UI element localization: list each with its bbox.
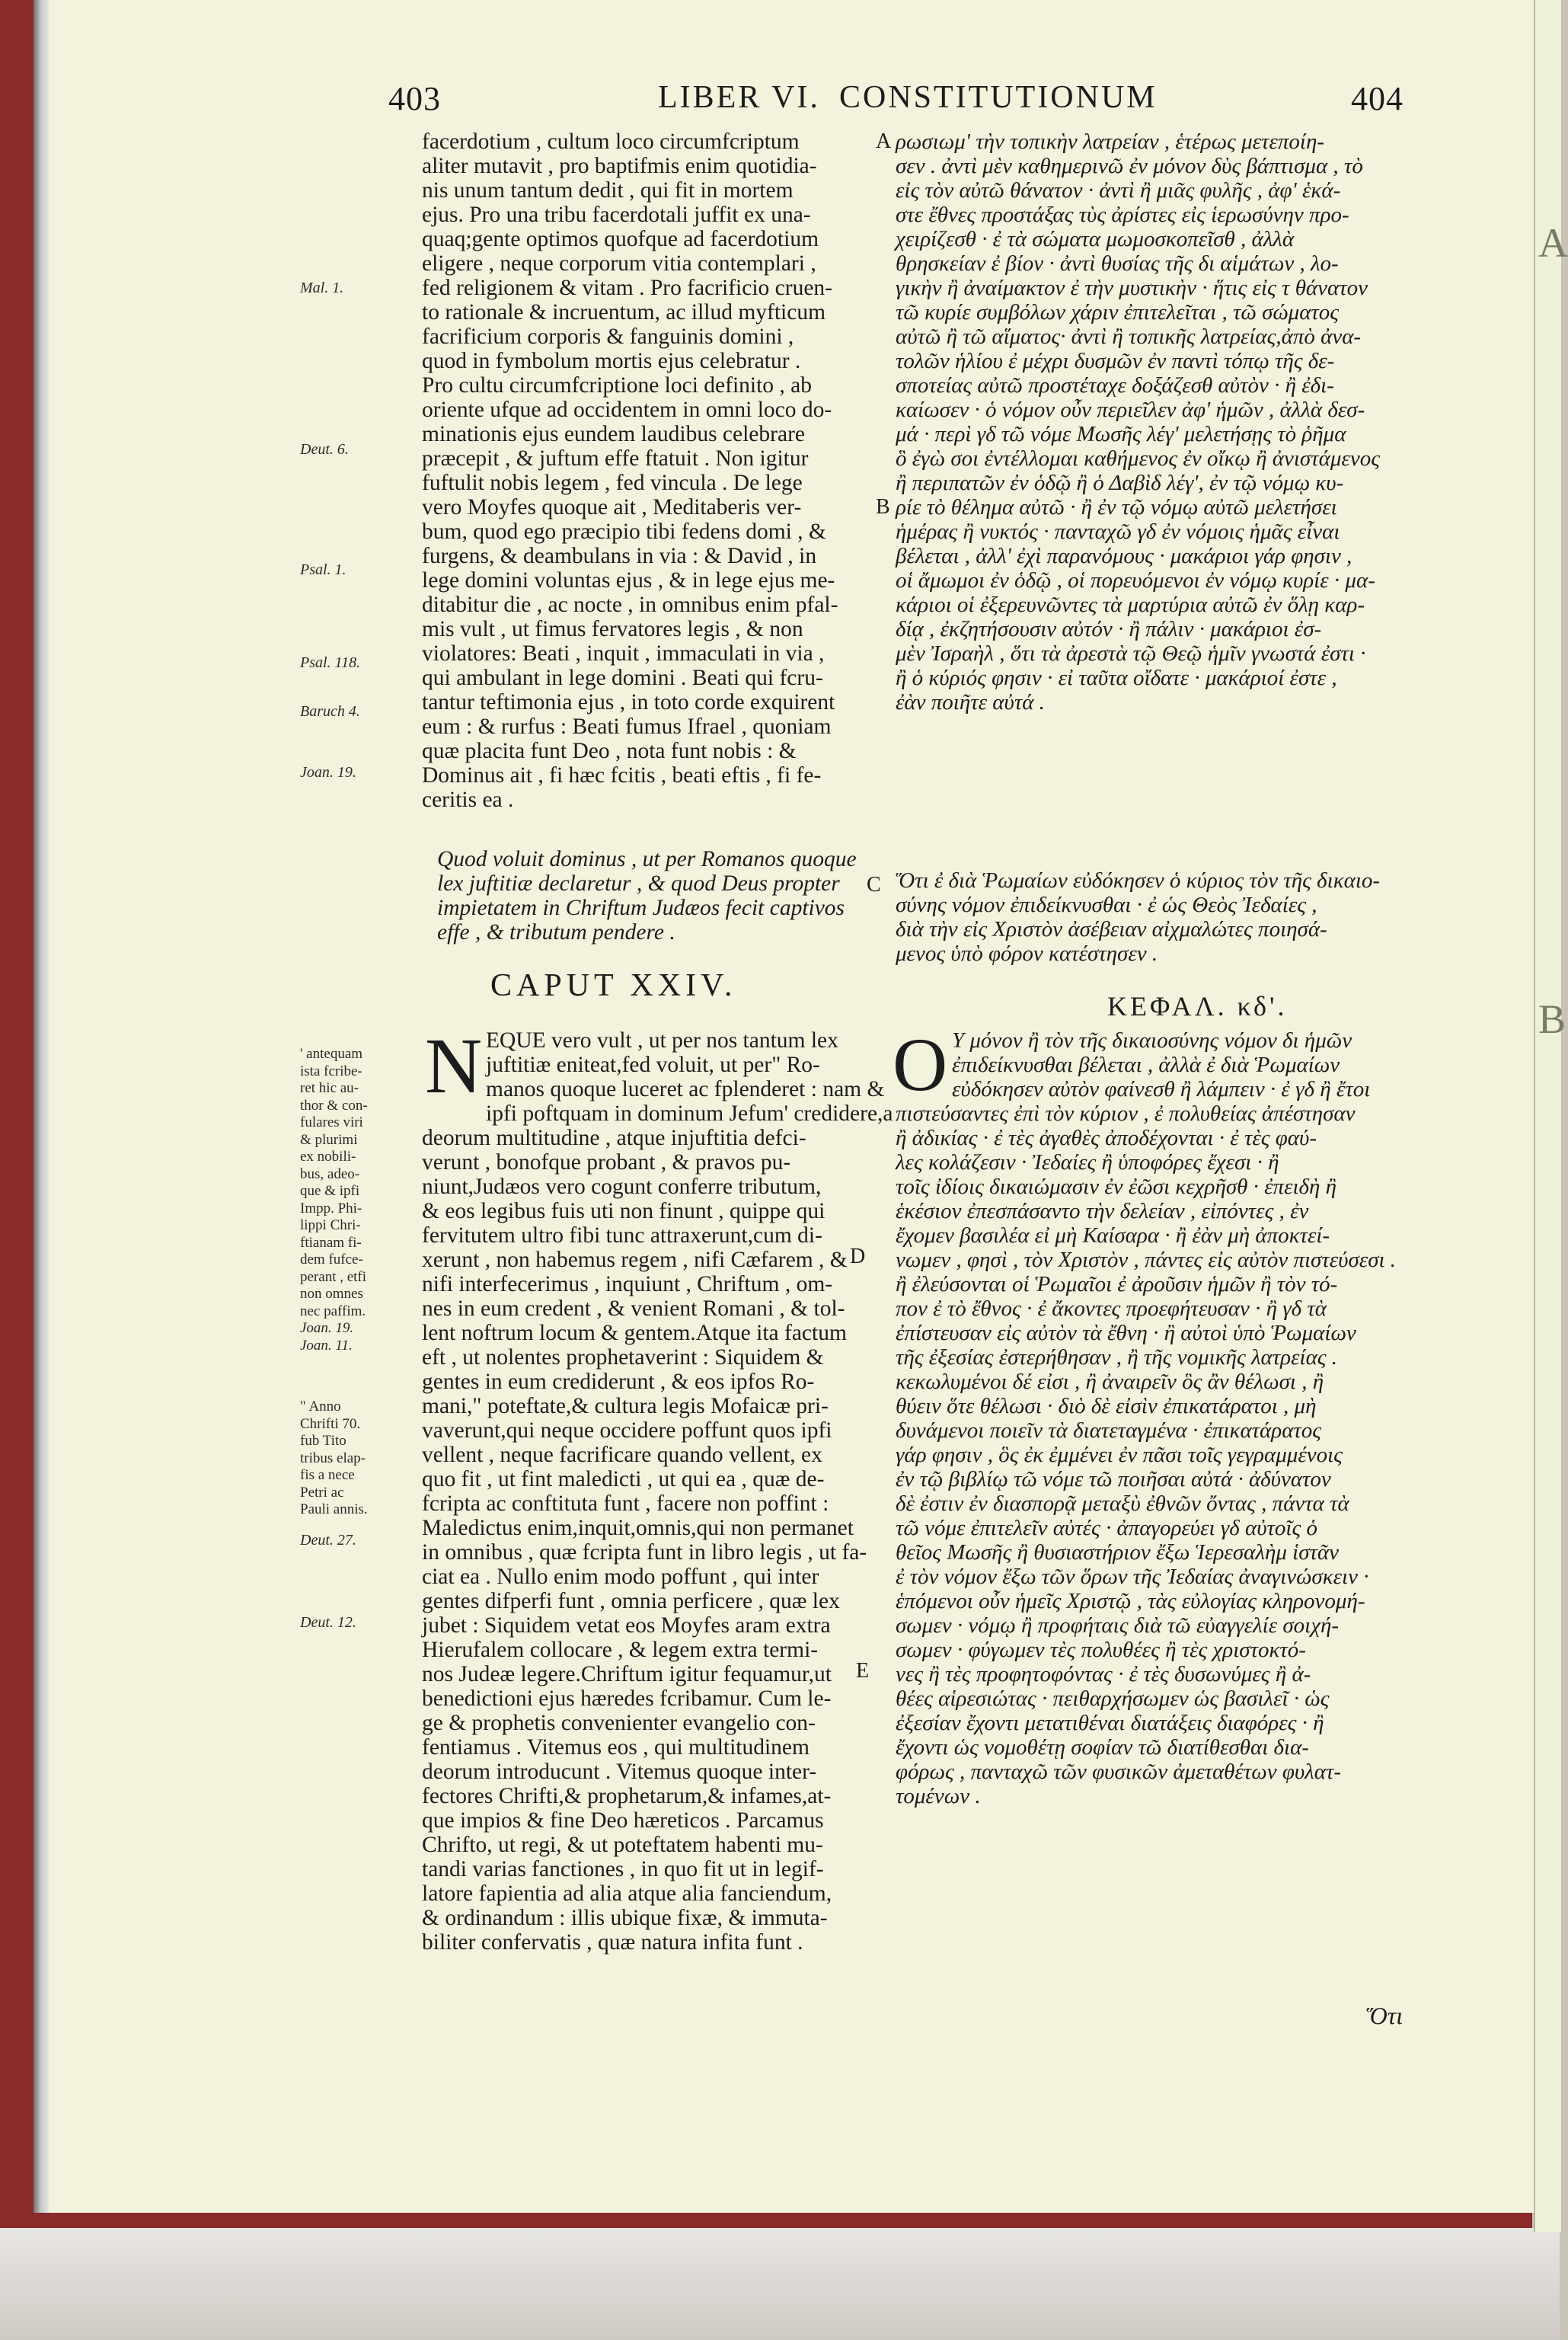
latin-text-line: Maledictus enim,inquit,omnis,qui non permanet (422, 1516, 854, 1540)
margin-reference: Joan. 19. (300, 764, 356, 781)
greek-text-line: σεν . ἀντὶ μὲν καθημερινῶ ἐν μόνον δὺς βάπτισμα , τὸ (896, 154, 1363, 178)
latin-text-line: quo fit , ut fint maledicti , ut qui ea , quæ de- (422, 1467, 825, 1491)
latin-text-line: mis vult , ut fimus fervatores legis , & non (422, 617, 803, 641)
greek-text-line: ἢ περιπατῶν ἐν ὁδῷ ἢ ὁ Δαβὶδ λέγ', ἐν τῷ νόμῳ κυ- (896, 471, 1344, 495)
book-page (49, 0, 1534, 2213)
greek-text-line: θύειν ὅτε θέλωσι · διὸ δὲ εἰσὶν ἐπικατάρατοι , μὴ (896, 1394, 1317, 1418)
section-letter-d: D (850, 1245, 866, 1268)
latin-chapter-opening (486, 1028, 893, 1126)
latin-text-line: quod in fymbolum mortis ejus celebratur . (422, 349, 801, 373)
latin-text-line: vellent , neque facrificare quando vellent, ex (422, 1443, 822, 1467)
greek-text-line: τομένων . (896, 1784, 981, 1808)
latin-text-line: eum : & rurfus : Beati fumus Ifrael , quoniam (422, 714, 832, 739)
greek-text-line: ἑπόμενοι οὖν ἡμεῖς Χριστῷ , τὰς εὐλογίας κληρονομή- (896, 1589, 1365, 1613)
side-note-line: fis a nece (300, 1467, 355, 1483)
latin-text-line: facrificium corporis & fanguinis domini , (422, 324, 794, 349)
latin-text-line: Hierufalem collocare , & legem extra termi- (422, 1638, 819, 1662)
side-note-line: ret hic au- (300, 1080, 359, 1096)
latin-text-line: fectores Chrifti,& prophetarum,& infames,at- (422, 1784, 832, 1808)
running-title-left: LIBER VI. (658, 80, 820, 115)
latin-text-line: nes in eum credent , & venient Romani , & tol- (422, 1296, 845, 1321)
greek-text-line: πιστεύσαντες ἐπὶ τὸν κύριον , ἐ πολυθείας ἀπέστησαν (896, 1101, 1356, 1126)
latin-text-line: EQUE vero vult , ut per nos tantum lex (486, 1028, 838, 1053)
margin-reference: Psal. 1. (300, 561, 346, 578)
greek-text-line: καίωσεν · ὁ νόμον οὖν περιεῖλεν ἀφ' ἡμῶν , ἀλλὰ δεσ- (896, 398, 1365, 422)
latin-summary-line: lex juftitiæ declaretur , & quod Deus propter (437, 871, 840, 896)
latin-text-line: deorum introducunt . Vitemus quoque inter- (422, 1760, 817, 1784)
latin-text-line: furgens, & deambulans in via : & David , in (422, 544, 817, 568)
side-note-line: " Anno (300, 1399, 341, 1415)
side-note-line: & plurimi (300, 1131, 358, 1148)
dropcap-greek: Ο (893, 1022, 948, 1107)
section-letter-a: A (876, 129, 892, 153)
greek-text-line: θρησκείαν ἐ βίον · ἀντὶ θυσίας τῆς δι αἱμάτων , λο- (896, 251, 1339, 276)
side-note-line: ' antequam (300, 1046, 363, 1062)
greek-text-line: ἐπιδείκνυσθαι βέλεται , ἀλλὰ ἐ διὰ Ῥωμαίων (952, 1053, 1340, 1077)
side-note-line: Pauli annis. (300, 1501, 368, 1517)
greek-text-line: μά · περὶ γδ τῶ νόμε Μωσῆς λέγ' μελετήσῃς τὸ ῥῆμα (896, 422, 1346, 446)
latin-text-line: jubet : Siquidem vetat eos Moyfes aram extra (422, 1613, 831, 1638)
latin-text-line: quaq;gente optimos quofque ad facerdotium (422, 227, 819, 251)
page-number-right: 404 (1351, 80, 1404, 117)
greek-column (896, 129, 1459, 714)
greek-chapter-summary (896, 868, 1459, 966)
side-note-antequam (300, 1046, 413, 1354)
latin-text-line: juftitiæ eniteat,fed voluit, ut per" Ro- (486, 1053, 820, 1077)
latin-text-line: latore fapientia ad alia atque alia fanciendum, (422, 1881, 832, 1906)
greek-text-line: ρωσιωμ' τὴν τοπικὴν λατρείαν , ἑτέρως μετεποίη- (896, 129, 1324, 154)
greek-text-line: χειρίζεσθ · ἐ τὰ σώματα μωμοσκοπεῖσθ , ἀλλὰ (896, 227, 1295, 251)
latin-text-line: mani," poteftate,& cultura legis Mofaicæ pri- (422, 1394, 829, 1418)
chapter-title-latin: CAPUT XXIV. (490, 968, 737, 1003)
latin-text-line: qui ambulant in lege domini . Beati qui fcru- (422, 666, 823, 690)
book-cover-spine (0, 0, 34, 2340)
greek-text-line: βέλεται , ἀλλ' ἐχὶ παρανόμους · μακάριοι γάρ φησιν , (896, 544, 1352, 568)
greek-text-line: κάριοι οἱ ἐξερευνῶντες τὰ μαρτύρια αὐτῶ ἐν ὅλῃ καρ- (896, 593, 1365, 617)
greek-text-line: ἑκέσιον ἐπεσπάσαντο τὴν δελείαν , εἰπόντες , ἐν (896, 1199, 1309, 1223)
margin-reference: Baruch 4. (300, 703, 360, 720)
greek-text-line: θεῖος Μωσῆς ἢ θυσιαστήριον ἔξω Ἱερεσαλὴμ ἱστᾶν (896, 1540, 1339, 1565)
side-note-line: Joan. 11. (300, 1337, 353, 1354)
margin-reference: Psal. 118. (300, 654, 361, 671)
side-note-line: lippi Chri- (300, 1217, 361, 1233)
latin-text-line: gentes difperfi funt , omnia perficere , quæ lex (422, 1589, 840, 1613)
greek-summary-line: σύνης νόμον ἐπιδείκνυσθαι · ἐ ὡς Θεὸς Ἰεδαίες , (896, 893, 1317, 917)
latin-text-line: Pro cultu circumfcriptione loci definito , ab (422, 373, 813, 398)
greek-text-line: λες κολάζεσιν · Ἰεδαίες ἢ ὑποφόρες ἔχεσι · ἢ (896, 1150, 1279, 1175)
greek-text-line: τολῶν ἡλίου ἐ μέχρι δυσμῶν ἐν παντὶ τόπῳ τῆς δε- (896, 349, 1335, 373)
side-note-line: Impp. Phi- (300, 1200, 362, 1216)
latin-text-line: biliter confervatis , quæ natura infita funt . (422, 1930, 803, 1955)
side-note-line: tribus elap- (300, 1450, 366, 1466)
greek-text-line: νωμεν , φησὶ , τὸν Χριστὸν , πάντες εἰς αὐτὸν πιστεύσεσι . (896, 1248, 1397, 1272)
section-letter-c: C (867, 873, 881, 897)
latin-text-line: nifi interfecerimus , inquiunt , Chriftum , om- (422, 1272, 833, 1296)
greek-text-line: ἐπίστευσαν εἰς αὐτὸν τὰ ἔθνη · ἢ αὐτοὶ ὑπὸ Ῥωμαίων (896, 1321, 1356, 1345)
greek-text-line: τῶ νόμε ἐπιτελεῖν αὐτές · ἀπαγορεύει γδ αὐτοῖς ὁ (896, 1516, 1317, 1540)
latin-text-line: & eos legibus fuis uti non finunt , quippe qui (422, 1199, 826, 1223)
side-note-line: nec paffim. (300, 1303, 366, 1319)
latin-text-line: Chrifto, ut regi, & ut poteftatem habenti mu- (422, 1833, 823, 1857)
latin-text-line: fcripta ac conftituta funt , facere non poffint : (422, 1491, 829, 1516)
greek-text-line: ἐ τὸν νόμον ἔξω τῶν ὅρων τῆς Ἰεδαίας ἀναγινώσκειν · (896, 1565, 1369, 1589)
latin-text-line: tandi varias fanctiones , in quo fit ut in legif- (422, 1857, 824, 1881)
greek-summary-line: διὰ τὴν εἰς Χριστὸν ἀσέβειαν αἰχμαλώτες ποιησά- (896, 917, 1327, 941)
greek-text-line: οἱ ἄμωμοι ἐν ὁδῷ , οἱ πορευόμενοι ἐν νόμῳ κυρίε · μα- (896, 568, 1375, 593)
side-note-line: Chrifti 70. (300, 1415, 361, 1432)
greek-text-line: σωμεν · φύγωμεν τὲς πολυθέες ἢ τὲς χριστοκτό- (896, 1638, 1306, 1662)
greek-text-line: σποτείας αὐτῶ προστέταχε δοξάζεσθ αὐτὸν · ἢ ἐδι- (896, 373, 1334, 398)
greek-text-line: πον ἐ τὸ ἔθνος · ἐ ἄκοντες προεφήτευσαν · ἢ γδ τὰ (896, 1296, 1327, 1321)
latin-text-line: verunt , bonofque probant , & pravos pu- (422, 1150, 791, 1175)
side-note-line: que & ipfi (300, 1183, 360, 1199)
greek-summary-line: Ὅτι ἐ διὰ Ῥωμαίων εὐδόκησεν ὁ κύριος τὸν τῆς δικαιο- (896, 868, 1381, 893)
latin-text-line: benedictioni ejus hæredes fcribamur. Cum le- (422, 1686, 832, 1711)
margin-reference: Deut. 12. (300, 1614, 356, 1631)
latin-text-line: eft , ut nolentes prophetaverint : Siquidem & (422, 1345, 824, 1370)
adjacent-page-glyph: A (1538, 220, 1568, 266)
greek-text-line: Υ μόνον ἢ τὸν τῆς δικαιοσύνης νόμον δι ἡμῶν (952, 1028, 1352, 1053)
greek-text-line: εὐδόκησεν αὐτὸν φαίνεσθ ἢ λάμπειν · ἐ γδ ἢ ἔτοι (952, 1077, 1371, 1101)
latin-text-line: vero Moyfes quoque ait , Meditaberis ver- (422, 495, 802, 519)
latin-text-line: eligere , neque corporum vitia contemplari , (422, 251, 816, 276)
latin-top-text (422, 129, 860, 812)
latin-text-line: ipfi poftquam in dominum Jefum' credidere,a (486, 1101, 893, 1126)
latin-text-line: bum, quod ego præcipio tibi fedens domi , & (422, 519, 826, 544)
side-note-line: ex nobili- (300, 1149, 356, 1165)
latin-text-line: quæ placita funt Deo , nota funt nobis : & (422, 739, 797, 763)
latin-text-line: in omnibus , quæ fcripta funt in libro legis , ut fa- (422, 1540, 867, 1565)
greek-text-line: αὐτῶ ἢ τῶ αἵματος· ἀντὶ ἢ τοπικῆς λατρείας,ἀπὸ ἀνα- (896, 324, 1362, 349)
greek-text-line: ἢ ὁ κύριός φησιν · εἰ ταῦτα οἴδατε · μακάριοί ἐστε , (896, 666, 1337, 690)
side-note-line: thor & con- (300, 1097, 368, 1114)
greek-summary-line: μενος ὑπὸ φόρον κατέστησεν . (896, 941, 1158, 966)
dropcap-latin: N (425, 1022, 483, 1110)
greek-text-line: δυνάμενοι ποιεῖν τὰ διατεταγμένα · ἐπικατάρατος (896, 1418, 1322, 1443)
latin-text-line: aliter mutavit , pro baptifmis enim quotidia- (422, 154, 817, 178)
side-note-anno (300, 1399, 413, 1519)
latin-text-line: vaverunt,qui neque occidere poffunt quos ipfi (422, 1418, 832, 1443)
section-letter-e: E (856, 1659, 870, 1683)
latin-text-line: Dominus ait , fi hæc fcitis , beati eftis , fi fe- (422, 763, 822, 788)
latin-summary-line: impietatem in Chriftum Judæos fecit captivos (437, 896, 845, 920)
latin-text-line: & ordinandum : illis ubique fixæ, & immuta- (422, 1906, 828, 1930)
greek-text-line: δὲ ἐστιν ἐν διασπορᾷ μεταξὺ ἐθνῶν ὄντας , πάντα τὰ (896, 1491, 1349, 1516)
latin-text-line: fuftulit nobis legem , fed vincula . De lege (422, 471, 803, 495)
margin-reference: Mal. 1. (300, 280, 344, 296)
latin-text-line: to rationale & incruentum, ac illud myfticum (422, 300, 826, 324)
latin-text-line: facerdotium , cultum loco circumfcriptum (422, 129, 800, 154)
latin-text-line: deorum multitudine , atque injuftitia defci- (422, 1126, 806, 1150)
adjacent-page-edge (1534, 0, 1568, 2232)
latin-text-line: lent noftrum locum & gentem.Atque ita factum (422, 1321, 847, 1345)
side-note-line: bus, adeo- (300, 1165, 360, 1182)
running-title-right: CONSTITUTIONUM (839, 80, 1158, 115)
latin-summary-line: Quod voluit dominus , ut per Romanos quoque (437, 847, 857, 871)
latin-chapter-summary (437, 847, 864, 945)
latin-text-line: ge & prophetis convenienter evangelio con- (422, 1711, 816, 1735)
chapter-title-greek: ΚΕΦΑΛ. κδ'. (1107, 991, 1288, 1021)
greek-text-line: ἐξεσίαν ἔχοντι μετατιθέναι διατάξεις διαφόρες · ἢ (896, 1711, 1324, 1735)
greek-text-line: φόρως , πανταχῶ τῶν φυσικῶν ἀμεταθέτων φυλατ- (896, 1760, 1341, 1784)
greek-chapter-body (896, 1101, 1459, 1808)
latin-text-line: niunt,Judæos vero cogunt conferre tributum, (422, 1175, 822, 1199)
greek-text-line: ἢ ἀδικίας · ἐ τὲς ἀγαθὲς ἀποδέχονται · ἐ τὲς φαύ- (896, 1126, 1317, 1150)
latin-text-line: ceritis ea . (422, 788, 514, 812)
latin-text-line: gentes in eum crediderunt , & eos ipfos Ro- (422, 1370, 815, 1394)
latin-text-line: oriente ufque ad occidentem in omni loco do- (422, 398, 832, 422)
greek-text-line: σωμεν · νόμῳ ἢ προφήταις διὰ τῶ εὐαγγελίε σοιχή- (896, 1613, 1340, 1638)
latin-summary-line: effe , & tributum pendere . (437, 920, 675, 945)
page-number-left: 403 (388, 80, 441, 117)
greek-text-line: στε ἔθνες προστάξας τὺς ἀρίστες εἰς ἱερωσύνην προ- (896, 203, 1349, 227)
latin-text-line: præcepit , & juftum effe ftatuit . Non igitur (422, 446, 809, 471)
greek-top-text (896, 129, 1459, 714)
latin-text-line: lege domini voluntas ejus , & in lege ejus me- (422, 568, 835, 593)
latin-text-line: minationis ejus eundem laudibus celebrare (422, 422, 805, 446)
latin-text-line: ditabitur die , ac nocte , in omnibus enim pfal- (422, 593, 838, 617)
greek-text-line: τοῖς ἰδίοις δικαιώμασιν ἐν ἐῶσι κεχρῆσθ · ἐπειδὴ ἢ (896, 1175, 1337, 1199)
greek-text-line: ρίε τὸ θέλημα αὐτῶ · ἢ ἐν τῷ νόμῳ αὐτῶ μελετήσει (896, 495, 1337, 519)
latin-text-line: tantur teftimonia ejus , in toto corde exquirent (422, 690, 835, 714)
adjacent-page-glyph: B (1538, 996, 1566, 1043)
greek-text-line: γάρ φησιν , ὃς ἐκ ἐμμένει ἐν πᾶσι τοῖς γεγραμμένοις (896, 1443, 1343, 1467)
book-page-edges (34, 0, 49, 2340)
catchword: Ὅτι (1366, 2002, 1404, 2029)
side-note-line: non omnes (300, 1286, 363, 1302)
greek-text-line: ἐν τῷ βιβλίῳ τῶ νόμε τῶ ποιῆσαι αὐτά · ἀδύνατον (896, 1467, 1331, 1491)
side-note-line: dem fufce- (300, 1252, 363, 1268)
greek-chapter-opening (952, 1028, 1459, 1101)
latin-text-line: nis unum tantum dedit , qui fit in mortem (422, 178, 794, 203)
greek-text-line: θέες αἱρεσιώτας · πειθαρχήσωμεν ὡς βασιλεῖ · ὡς (896, 1686, 1330, 1711)
greek-text-line: ἢ ἐλεύσονται οἱ Ῥωμαῖοι ἐ ἀροῦσιν ἡμῶν ἢ τὸν τό- (896, 1272, 1338, 1296)
side-note-line: fulares viri (300, 1114, 363, 1130)
latin-text-line: manos quoque luceret ac fplenderet : nam & (486, 1077, 885, 1101)
greek-text-line: ἡμέρας ἢ νυκτός · πανταχῶ γδ ἐν νόμοις ἡμᾶς εἶναι (896, 519, 1340, 544)
latin-text-line: fed religionem & vitam . Pro facrificio cruen- (422, 276, 832, 300)
side-note-line: ftianam fi- (300, 1234, 362, 1251)
side-note-line: Petri ac (300, 1484, 344, 1501)
latin-text-line: fervitutem ultro fibi tunc attraxerunt,cum di- (422, 1223, 822, 1248)
side-note-line: Joan. 19. (300, 1320, 354, 1336)
section-letter-b: B (876, 495, 890, 519)
greek-text-line: ἐὰν ποιῆτε αὐτά . (896, 690, 1045, 714)
latin-column (422, 129, 860, 812)
greek-text-line: κεκωλυμένοι δέ εἰσι , ἢ ἀναιρεῖν ὃς ἂν θέλωσι , ἢ (896, 1370, 1324, 1394)
scanner-bed (0, 2228, 1560, 2340)
greek-text-line: δίᾳ , ἐκζητήσουσιν αὐτόν · ἢ πάλιν · μακάριοι ἐσ- (896, 617, 1322, 641)
latin-chapter-body (422, 1126, 867, 1955)
greek-text-line: μὲν Ἰσραὴλ , ὅτι τὰ ἀρεστὰ τῷ Θεῷ ἡμῖν γνωστά ἐστι · (896, 641, 1366, 666)
greek-text-line: ἔχομεν βασιλέα εἰ μὴ Καίσαρα · ἢ ἐὰν μὴ ἀποκτεί- (896, 1223, 1330, 1248)
latin-text-line: violatores: Beati , inquit , immaculati in via , (422, 641, 825, 666)
greek-text-line: ἔχοντι ὡς νομοθέτῃ σοφίαν τῶ διατίθεσθαι δια- (896, 1735, 1309, 1760)
greek-text-line: ὃ ἐγὼ σοι ἐντέλλομαι καθήμενος ἐν οἴκῳ ἢ ἀνιστάμενος (896, 446, 1380, 471)
latin-text-line: que impios & fine Deo hæreticos . Parcamus (422, 1808, 824, 1833)
side-note-line: perant , etfi (300, 1268, 367, 1285)
greek-text-line: τῆς ἐξεσίας ἐστερήθησαν , ἢ τῆς νομικῆς λατρείας . (896, 1345, 1338, 1370)
latin-text-line: ejus. Pro una tribu facerdotali juffit ex una- (422, 203, 811, 227)
greek-text-line: τῶ κυρίε συμβόλων χάριν ἐπιτελεῖται , τῶ σώματος (896, 300, 1340, 324)
latin-text-line: ciat ea . Nullo enim modo poffunt , qui inter (422, 1565, 819, 1589)
greek-text-line: νες ἢ τὲς προφητοφόντας · ἐ τὲς δυσωνύμες ἢ ἀ- (896, 1662, 1311, 1686)
side-note-line: fub Tito (300, 1433, 346, 1449)
margin-reference: Deut. 6. (300, 441, 349, 458)
latin-text-line: fentiamus . Vitemus eos , qui multitudinem (422, 1735, 810, 1760)
greek-text-line: εἰς τὸν αὐτῶ θάνατον · ἀντὶ ἢ μιᾶς φυλῆς , ἀφ' ἑκά- (896, 178, 1341, 203)
side-note-line: ista fcribe- (300, 1063, 362, 1079)
margin-reference: Deut. 27. (300, 1532, 356, 1549)
latin-text-line: nos Judeæ legere.Chriftum igitur fequamur,ut (422, 1662, 832, 1686)
greek-text-line: γικὴν ἢ ἀναίμακτον ἐ τὴν μυστικὴν · ἥτις εἰς τ θάνατον (896, 276, 1368, 300)
latin-text-line: xerunt , non habemus regem , nifi Cæfarem , & (422, 1248, 848, 1272)
